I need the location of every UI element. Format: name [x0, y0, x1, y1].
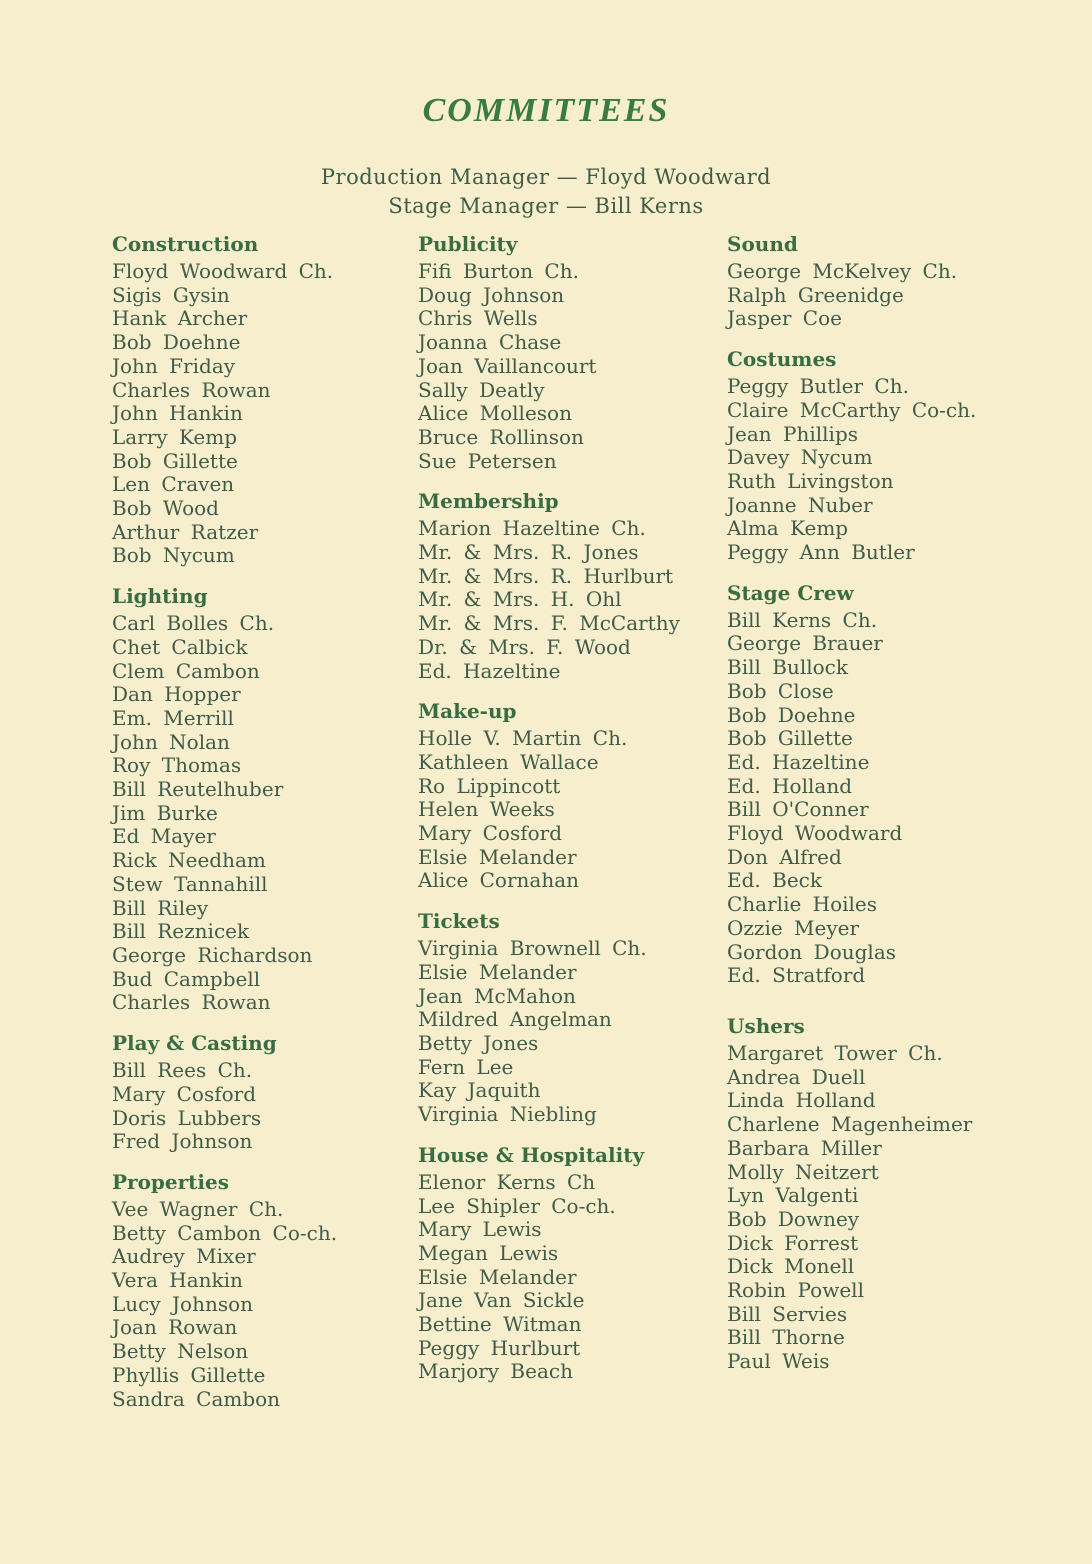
member-name: Joanne Nuber	[727, 492, 873, 517]
member-name: Ed. Hazeltine	[418, 658, 561, 683]
member-name: Elsie Melander	[418, 959, 577, 984]
member-name: Phyllis Gillette	[112, 1362, 266, 1387]
member-name: Helen Weeks	[418, 797, 555, 822]
member-name: Clem Cambon	[112, 658, 260, 683]
member-list	[727, 260, 1057, 331]
member-name: Dr. & Mrs. F. Wood	[418, 634, 631, 659]
member-name: Molly Neitzert	[727, 1159, 879, 1184]
member-name: Peggy Ann Butler	[727, 540, 915, 565]
committee-heading: Construction	[112, 232, 259, 256]
committee	[418, 909, 718, 1127]
member-name: Bill O'Conner	[727, 797, 869, 822]
committee	[418, 1143, 718, 1384]
member-name: Ralph Greenidge	[727, 282, 904, 307]
member-name: Vee Wagner Ch.	[112, 1196, 284, 1221]
member-name: Arthur Ratzer	[112, 519, 259, 544]
column-1	[112, 232, 402, 1427]
member-name: John Hankin	[112, 401, 243, 426]
member-name: Audrey Mixer	[112, 1244, 256, 1269]
member-name: Gordon Douglas	[727, 939, 897, 964]
member-name: Bill Thorne	[727, 1325, 845, 1350]
member-name: Lucy Johnson	[112, 1291, 254, 1316]
member-name: Elenor Kerns Ch	[418, 1169, 596, 1194]
member-name: Robin Powell	[727, 1278, 864, 1303]
committee	[418, 699, 718, 893]
member-name: Elsie Melander	[418, 844, 577, 869]
column-3	[727, 232, 1057, 1390]
member-list	[112, 1059, 402, 1154]
committee-heading: Costumes	[727, 347, 837, 372]
member-name: Bill Reutelhuber	[112, 777, 284, 802]
member-list	[727, 1042, 1057, 1374]
member-name: Lyn Valgenti	[727, 1183, 859, 1208]
member-name: Em. Merrill	[112, 705, 234, 730]
member-list	[418, 937, 718, 1127]
member-name: Lee Shipler Co-ch.	[418, 1193, 616, 1218]
member-name: George Brauer	[727, 631, 883, 656]
member-name: Alice Molleson	[418, 401, 572, 426]
member-name: Bill Bullock	[727, 655, 848, 680]
committee	[112, 584, 402, 1015]
member-list	[418, 517, 718, 683]
member-name: Virginia Brownell Ch.	[418, 936, 647, 961]
production-manager: Production Manager — Floyd Woodward	[320, 165, 772, 189]
member-name: Fifi Burton Ch.	[418, 259, 579, 283]
member-name: Ed. Hazeltine	[727, 749, 870, 774]
member-name: Jasper Coe	[727, 306, 842, 331]
member-name: Hank Archer	[112, 306, 248, 331]
member-list	[727, 609, 1057, 988]
member-name: Bob Gillette	[727, 726, 853, 751]
committee-heading: House & Hospitality	[418, 1142, 645, 1167]
member-name: Charles Rowan	[112, 377, 271, 402]
member-name: Joan Vaillancourt	[418, 353, 597, 378]
member-name: Bill Riley	[112, 895, 209, 920]
member-name: Bud Campbell	[112, 966, 261, 991]
member-name: Mildred Angelman	[418, 1007, 612, 1032]
member-name: Alice Cornahan	[418, 868, 580, 893]
member-name: Mary Cosford	[112, 1081, 257, 1106]
committee-heading: Ushers	[727, 1013, 805, 1038]
member-name: Chris Wells	[418, 306, 538, 331]
member-name: Bob Nycum	[112, 543, 235, 568]
member-name: Bill Reznicek	[112, 919, 250, 944]
member-name: George McKelvey Ch.	[727, 259, 958, 283]
committee-heading: Sound	[727, 232, 798, 256]
member-name: Peggy Hurlburt	[418, 1335, 581, 1360]
member-name: Jean Phillips	[727, 421, 859, 446]
member-name: Bill Rees Ch.	[112, 1058, 253, 1083]
page-title: COMMITTEES	[422, 92, 670, 129]
member-name: Margaret Tower Ch.	[727, 1040, 943, 1065]
column-2	[418, 232, 718, 1400]
member-name: Kathleen Wallace	[418, 749, 599, 774]
member-name: Charlie Hoiles	[727, 892, 878, 917]
managers-block	[0, 163, 1092, 221]
member-name: Mary Cosford	[418, 821, 563, 846]
member-name: Ed Mayer	[112, 824, 216, 849]
committee	[727, 232, 1057, 331]
member-name: Betty Jones	[418, 1030, 539, 1055]
member-name: Bob Wood	[112, 496, 219, 521]
member-name: Jane Van Sickle	[418, 1288, 585, 1313]
member-name: Sandra Cambon	[112, 1386, 281, 1411]
stage-manager: Stage Manager — Bill Kerns	[388, 194, 704, 218]
member-name: Paul Weis	[727, 1349, 830, 1374]
member-name: Bob Doehne	[112, 330, 241, 355]
member-name: Ed. Holland	[727, 773, 852, 798]
committee	[112, 1170, 402, 1411]
member-name: Floyd Woodward Ch.	[112, 259, 334, 283]
member-name: Dick Monell	[727, 1254, 855, 1279]
member-name: Ed. Stratford	[727, 963, 866, 988]
member-name: Mr. & Mrs. F. McCarthy	[418, 611, 680, 636]
member-name: Joan Rowan	[112, 1315, 238, 1340]
member-name: Bruce Rollinson	[418, 424, 584, 449]
member-name: Roy Thomas	[112, 753, 242, 778]
member-name: Marjory Beach	[418, 1359, 573, 1384]
member-name: Betty Cambon Co-ch.	[112, 1220, 338, 1245]
member-name: Charles Rowan	[112, 990, 271, 1015]
member-name: Claire McCarthy Co-ch.	[727, 397, 977, 422]
member-name: Sally Deatly	[418, 377, 545, 402]
member-name: Ro Lippincott	[418, 773, 561, 798]
member-name: Ozzie Meyer	[727, 915, 860, 940]
member-name: Mr. & Mrs. H. Ohl	[418, 587, 622, 612]
member-name: Davey Nycum	[727, 445, 873, 470]
committee	[727, 1014, 1057, 1374]
member-name: Chet Calbick	[112, 634, 248, 659]
member-name: Bob Gillette	[112, 448, 238, 473]
member-name: Betty Nelson	[112, 1339, 249, 1364]
member-name: Linda Holland	[727, 1088, 876, 1113]
member-name: Bob Close	[727, 678, 834, 703]
committee-heading: Make-up	[418, 699, 517, 724]
member-name: John Nolan	[112, 729, 230, 754]
member-name: Mary Lewis	[418, 1217, 542, 1242]
member-name: Stew Tannahill	[112, 871, 268, 896]
member-list	[112, 612, 402, 1015]
committee	[112, 1031, 402, 1154]
member-name: Carl Bolles Ch.	[112, 611, 275, 636]
member-name: Ed. Beck	[727, 868, 822, 893]
member-list	[418, 260, 718, 473]
member-name: Bob Doehne	[727, 702, 856, 727]
member-name: Joanna Chase	[418, 330, 562, 355]
member-name: Charlene Magenheimer	[727, 1112, 973, 1137]
member-name: Doug Johnson	[418, 282, 565, 307]
committee	[112, 232, 402, 568]
member-name: Don Alfred	[727, 844, 842, 869]
member-name: Bill Kerns Ch.	[727, 607, 878, 632]
member-name: Elsie Melander	[418, 1264, 577, 1289]
committee	[727, 347, 1057, 565]
committee-heading: Play & Casting	[112, 1031, 277, 1056]
member-list	[112, 1198, 402, 1411]
member-name: Andrea Duell	[727, 1064, 866, 1089]
member-name: Megan Lewis	[418, 1240, 559, 1265]
member-name: Larry Kemp	[112, 424, 237, 449]
member-name: Holle V. Martin Ch.	[418, 726, 628, 751]
member-name: Barbara Miller	[727, 1135, 882, 1160]
member-name: Vera Hankin	[112, 1268, 243, 1293]
member-name: Marion Hazeltine Ch.	[418, 516, 646, 541]
committee-heading: Tickets	[418, 909, 500, 934]
member-name: Len Craven	[112, 472, 235, 497]
member-name: Bill Servies	[727, 1301, 848, 1326]
member-list	[418, 1171, 718, 1384]
member-name: Kay Jaquith	[418, 1078, 541, 1103]
member-name: Mr. & Mrs. R. Jones	[418, 540, 639, 565]
member-name: Sue Petersen	[418, 448, 557, 473]
member-list	[727, 375, 1057, 565]
member-name: Alma Kemp	[727, 516, 849, 541]
member-list	[112, 260, 402, 568]
member-name: George Richardson	[112, 942, 313, 967]
committee	[418, 489, 718, 683]
member-name: Floyd Woodward	[727, 821, 903, 846]
member-name: Virginia Niebling	[418, 1102, 597, 1127]
member-name: Fern Lee	[418, 1054, 514, 1079]
member-name: Fred Johnson	[112, 1129, 253, 1154]
committee-heading: Stage Crew	[727, 580, 854, 605]
member-name: Bob Downey	[727, 1206, 860, 1231]
committee-heading: Membership	[418, 489, 559, 514]
committee	[418, 232, 718, 473]
member-name: Peggy Butler Ch.	[727, 374, 909, 399]
member-name: Doris Lubbers	[112, 1105, 262, 1130]
member-name: Ruth Livingston	[727, 468, 894, 493]
committee-heading: Lighting	[112, 584, 208, 609]
committee-heading: Properties	[112, 1169, 229, 1194]
member-name: Jim Burke	[112, 800, 218, 825]
member-name: Rick Needham	[112, 848, 266, 873]
member-name: John Friday	[112, 353, 236, 378]
committee-heading: Publicity	[418, 232, 518, 256]
member-name: Mr. & Mrs. R. Hurlburt	[418, 563, 674, 588]
committee	[727, 581, 1057, 988]
member-name: Sigis Gysin	[112, 282, 230, 307]
member-name: Jean McMahon	[418, 983, 576, 1008]
member-list	[418, 727, 718, 893]
member-name: Bettine Witman	[418, 1312, 582, 1337]
member-name: Dick Forrest	[727, 1230, 859, 1255]
member-name: Dan Hopper	[112, 682, 241, 707]
